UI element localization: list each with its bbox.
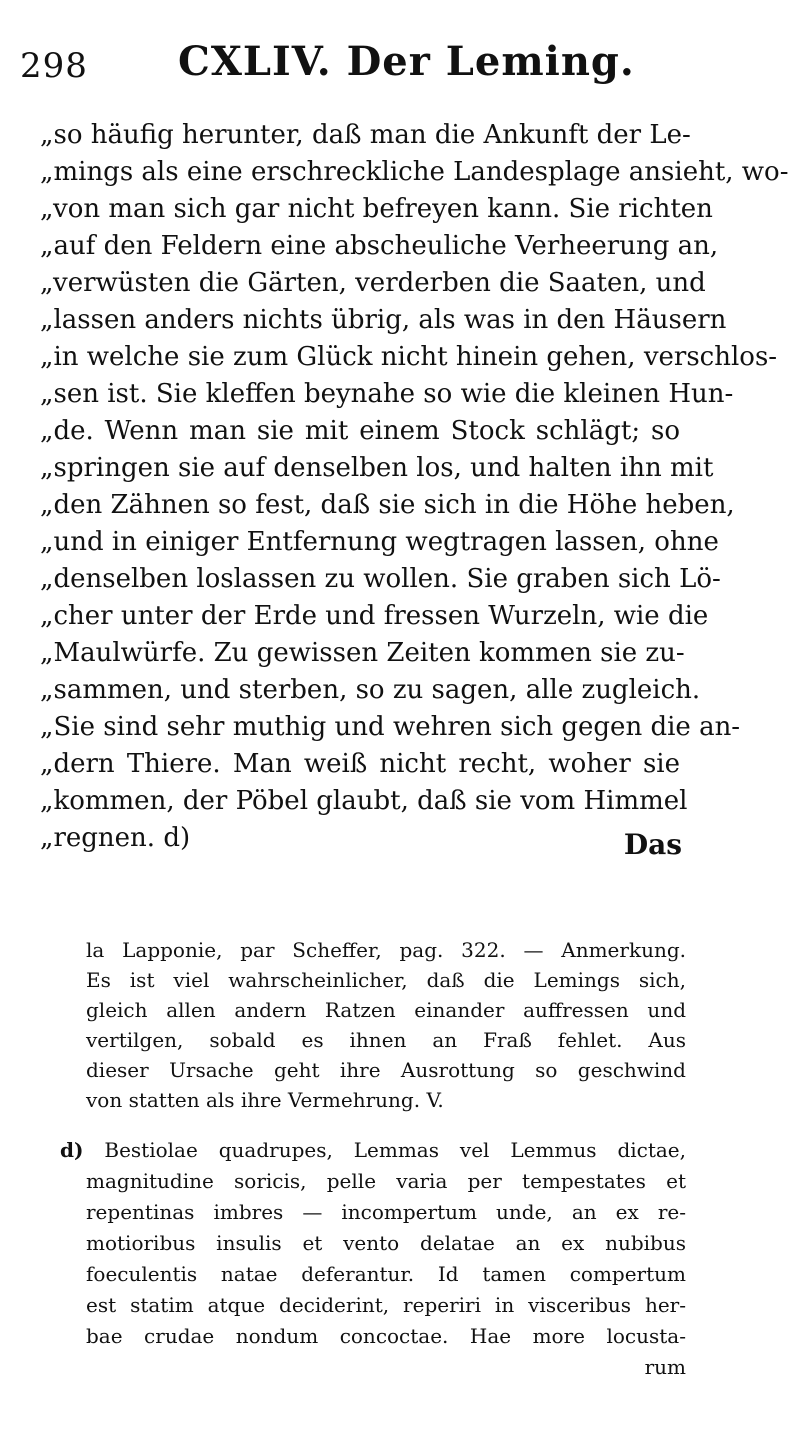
footnote-line: la Lapponie, par Scheffer, pag. 322. — Anmerkung. [86, 938, 686, 962]
footnote-marker: d) [60, 1138, 84, 1162]
footnote-catchword: rum [644, 1355, 686, 1379]
footnote-line: bae crudae nondum concoctae. Hae more locusta- [86, 1324, 686, 1348]
text-line: „lassen anders nichts übrig, als was in den Häusern [40, 305, 727, 335]
text-line: „mings als eine erschreckliche Landesplage ansieht, wo- [40, 157, 789, 187]
footnote-line: foeculentis natae deferantur. Id tamen compertum [86, 1262, 686, 1286]
footnote-line-text: Bestiolae quadrupes, Lemmas vel Lemmus dictae, [104, 1138, 686, 1162]
text-line: „von man sich gar nicht befreyen kann. Sie richten [40, 194, 713, 224]
page-header [20, 38, 680, 98]
footnote-line: gleich allen andern Ratzen einander auffressen und [86, 998, 686, 1022]
text-line: „Maulwürfe. Zu gewissen Zeiten kommen sie zu- [40, 638, 685, 668]
text-line: „kommen, der Pöbel glaubt, daß sie vom Himmel [40, 786, 688, 816]
footnote-line: magnitudine soricis, pelle varia per tempestates et [86, 1169, 686, 1193]
footnote-line: von statten als ihre Vermehrung. V. [86, 1088, 444, 1112]
running-head: CXLIV. Der Leming. [178, 38, 635, 85]
text-line: „regnen. d) [40, 823, 191, 853]
footnote-line: est statim atque deciderint, reperiri in visceribus her- [86, 1293, 686, 1317]
footnote-first-line [60, 1135, 686, 1166]
footnote-line: repentinas imbres — incompertum unde, an ex re- [86, 1200, 686, 1224]
text-line: „verwüsten die Gärten, verderben die Saaten, und [40, 268, 706, 298]
text-line: „sammen, und sterben, so zu sagen, alle zugleich. [40, 675, 701, 705]
footnote-continued [86, 935, 686, 1115]
footnote-line: motioribus insulis et vento delatae an ex nubibus [86, 1231, 686, 1255]
text-line: „denselben loslassen zu wollen. Sie graben sich Lö- [40, 564, 721, 594]
text-line: „auf den Feldern eine abscheuliche Verheerung an, [40, 231, 719, 261]
catchword: Das [623, 828, 682, 861]
text-line: „und in einiger Entfernung wegtragen lassen, ohne [40, 527, 719, 557]
text-line: „sen ist. Sie kleffen beynahe so wie die kleinen Hun- [40, 379, 734, 409]
text-line: „den Zähnen so fest, daß sie sich in die Höhe heben, [40, 490, 735, 520]
text-line: „springen sie auf denselben los, und halten ihn mit [40, 453, 714, 483]
text-line: „cher unter der Erde und fressen Wurzeln, wie die [40, 601, 709, 631]
footnote-d [60, 1135, 686, 1383]
footnote-line: dieser Ursache geht ihre Ausrottung so geschwind [86, 1058, 686, 1082]
footnote-line: Es ist viel wahrscheinlicher, daß die Lemings sich, [86, 968, 686, 992]
main-text [40, 117, 789, 857]
text-line: „dern Thiere. Man weiß nicht recht, woher sie [40, 749, 680, 779]
page-number: 298 [20, 46, 88, 86]
text-line: „de. Wenn man sie mit einem Stock schlägt; so [40, 416, 680, 446]
footnote-line: vertilgen, sobald es ihnen an Fraß fehlet. Aus [86, 1028, 686, 1052]
text-line: „in welche sie zum Glück nicht hinein gehen, verschlos- [40, 342, 778, 372]
text-line: „so häufig herunter, daß man die Ankunft der Le- [40, 120, 691, 150]
text-line: „Sie sind sehr muthig und wehren sich gegen die an- [40, 712, 741, 742]
